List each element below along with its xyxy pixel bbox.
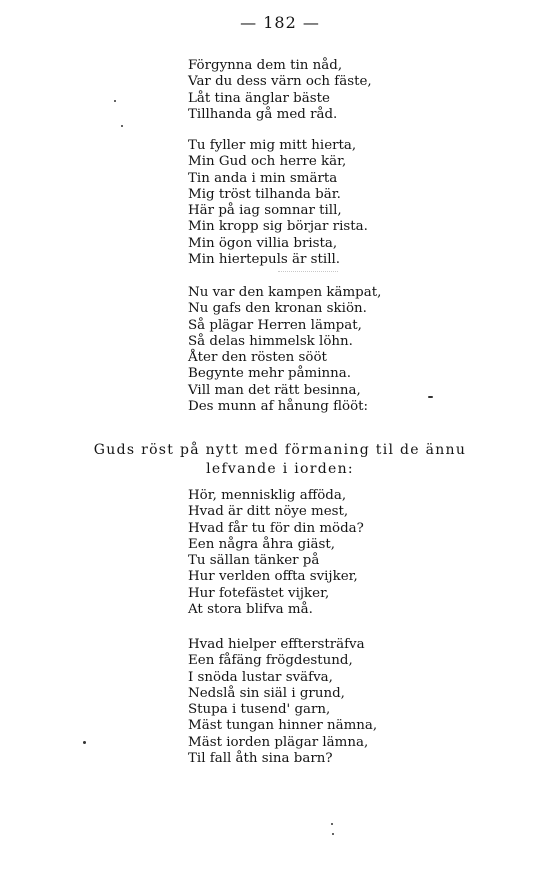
verse-line: Nu var den kampen kämpat, [188, 285, 382, 300]
faint-print-mark [278, 271, 338, 276]
verse-line: Hur verlden offta svijker, [188, 569, 358, 585]
verse-line: Tu fyller mig mitt hierta, [188, 138, 357, 153]
verse-line: Stupa i tusend' garn, [188, 702, 331, 718]
verse-line: Min hiertepuls är still. [188, 252, 341, 268]
heading-line-2: lefvande i iorden: [206, 461, 354, 477]
paper-speck [332, 833, 334, 835]
verse-line: Til fall åth sina barn? [188, 751, 333, 767]
paper-speck [331, 823, 333, 825]
stanza-3 [188, 285, 381, 415]
stanza-5 [188, 637, 377, 767]
verse-line: Var du dess värn och fäste, [188, 74, 372, 90]
verse-line: At stora blifva må. [188, 602, 313, 618]
verse-line: Tin anda i min smärta [188, 170, 338, 186]
verse-line: Nedslå sin siäl i grund, [188, 685, 345, 701]
section-heading [0, 441, 560, 479]
verse-line: Så delas himmelsk löhn. [188, 333, 353, 349]
verse-line: Hvad hielper efftersträfva [188, 637, 365, 652]
paper-speck [121, 125, 123, 127]
verse-line: Tu sällan tänker på [188, 553, 320, 569]
verse-line: Hör, mennisklig afföda, [188, 488, 347, 503]
verse-line: Hvad är ditt nöye mest, [188, 504, 349, 520]
heading-line-1: Guds röst på nytt med förmaning til de ännu [93, 442, 467, 458]
stanza-4 [188, 488, 364, 618]
verse-line: Låt tina änglar bäste [188, 90, 330, 106]
verse-line: Hur fotefästet vijker, [188, 585, 330, 601]
verse-line: Så plägar Herren lämpat, [188, 317, 362, 333]
verse-line: I snöda lustar sväfva, [188, 669, 333, 685]
verse-line: Mäst tungan hinner nämna, [188, 718, 378, 734]
verse-line: Tillhanda gå med råd. [188, 106, 338, 122]
verse-line: Nu gafs den kronan skiön. [188, 301, 367, 317]
verse-line: Een fåfäng frögdestund, [188, 653, 353, 669]
paper-speck [83, 741, 86, 744]
verse-line: Min Gud och herre kär, [188, 154, 347, 170]
paper-speck [114, 100, 116, 102]
page-number: — 182 — [240, 13, 320, 32]
verse-line: Mäst iorden plägar lämna, [188, 734, 369, 750]
stanza-2 [188, 138, 368, 268]
verse-line: Min kropp sig börjar rista. [188, 219, 368, 235]
verse-line: Åter den rösten sööt [188, 350, 327, 366]
verse-line: Min ögon villia brista, [188, 235, 338, 251]
verse-line: Hvad får tu för din möda? [188, 520, 364, 536]
stanza-1 [188, 58, 372, 123]
verse-line: Vill man det rätt besinna, [188, 382, 361, 398]
verse-line: Mig tröst tilhanda bär. [188, 186, 341, 202]
verse-line: Des munn af hånung flööt: [188, 399, 369, 415]
paper-speck [428, 396, 433, 398]
verse-line: Begynte mehr påminna. [188, 366, 352, 382]
verse-line: Een några åhra giäst, [188, 536, 335, 552]
verse-line: Förgynna dem tin nåd, [188, 58, 343, 73]
verse-line: Här på iag somnar till, [188, 203, 342, 219]
